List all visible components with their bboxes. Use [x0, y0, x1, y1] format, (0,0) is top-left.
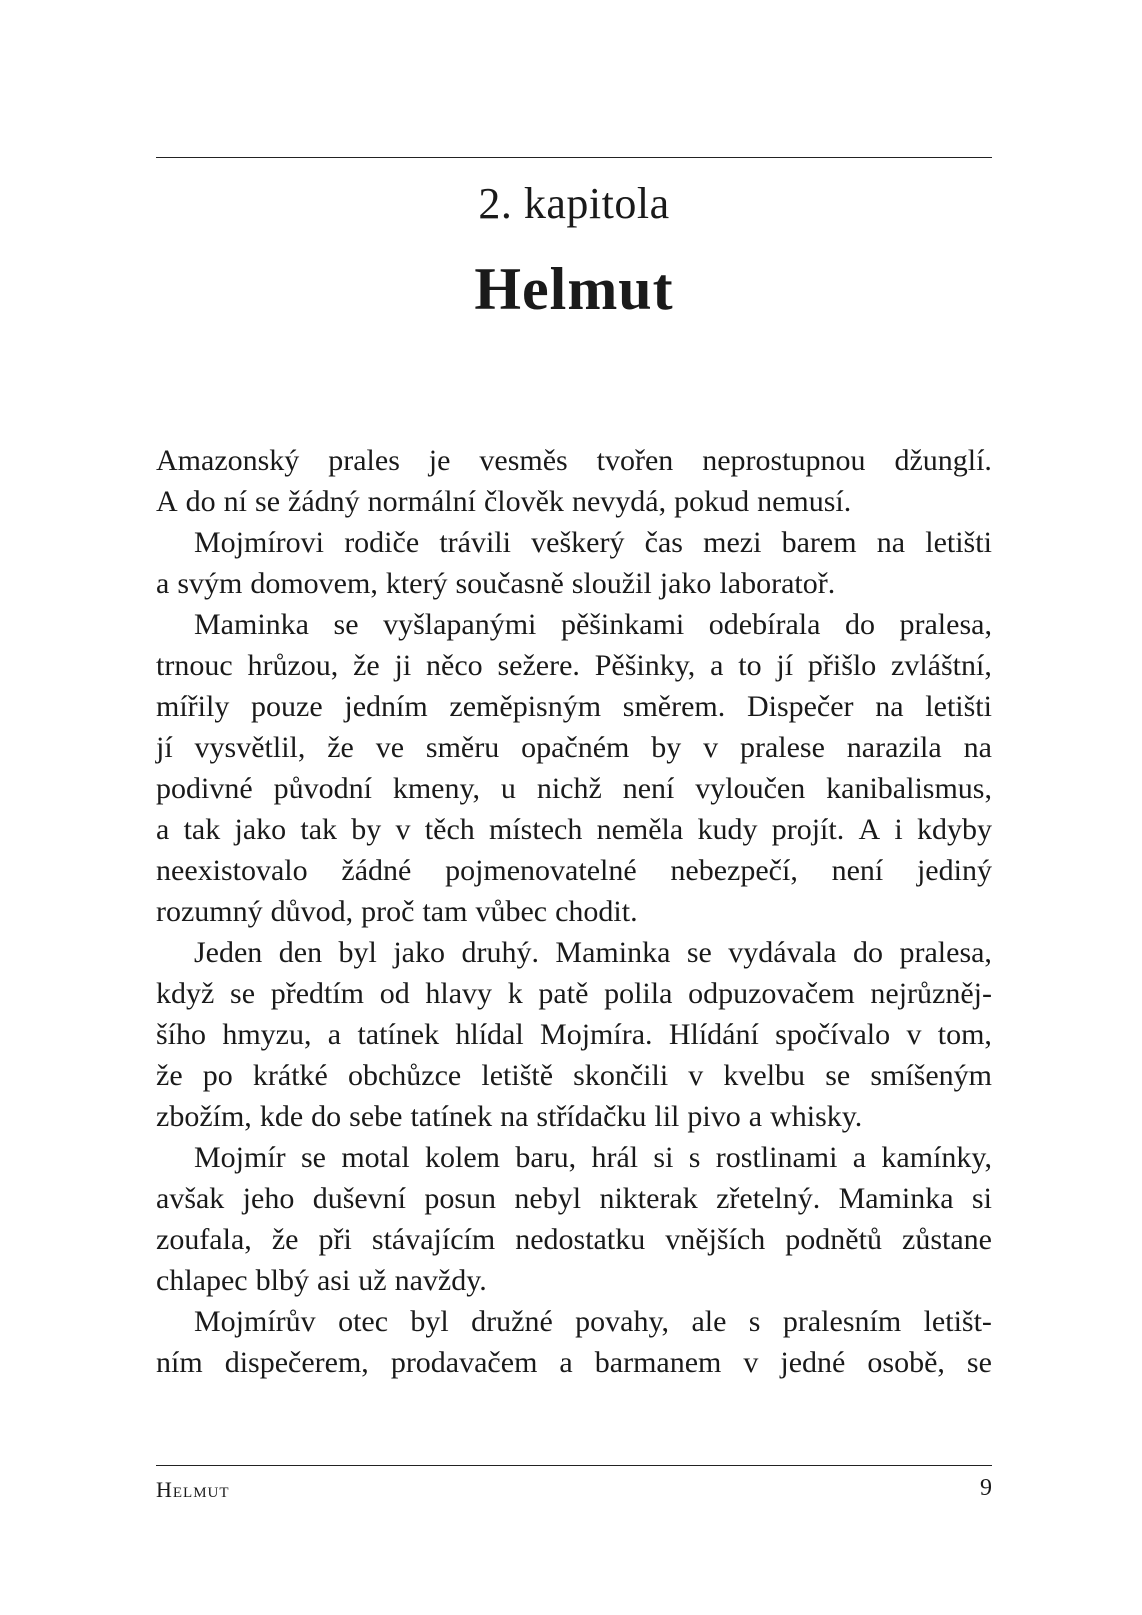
- word: hrůzou,: [247, 649, 339, 682]
- word: Jeden: [194, 936, 263, 969]
- word: už: [358, 1264, 387, 1297]
- word: letišti: [925, 690, 992, 723]
- word: ve: [375, 731, 405, 764]
- word: mířily: [156, 690, 230, 723]
- word: do: [185, 485, 216, 518]
- text-line: [156, 727, 992, 768]
- word: vydávala: [728, 936, 837, 969]
- word: byl: [338, 936, 377, 969]
- word: chlapec: [156, 1264, 248, 1297]
- word: jako: [234, 813, 287, 846]
- word: normální: [367, 485, 476, 518]
- word: kmeny,: [392, 772, 481, 805]
- word: trnouc: [156, 649, 233, 682]
- text-line: [156, 1055, 992, 1096]
- word: šího: [156, 1018, 207, 1051]
- word: Maminka: [555, 936, 671, 969]
- word: čas: [644, 526, 683, 559]
- word: se: [301, 1141, 326, 1174]
- word: chodit.: [555, 895, 638, 928]
- word: jeho: [242, 1182, 295, 1215]
- text-line: [156, 481, 992, 522]
- word: který: [385, 567, 448, 600]
- word: byl: [410, 1305, 449, 1338]
- word: lil: [654, 1100, 680, 1133]
- word: tvořen: [596, 444, 674, 477]
- word: Mojmírovi: [194, 526, 325, 559]
- word: podnětů: [785, 1223, 882, 1256]
- word: vesměs: [479, 444, 568, 477]
- word: Hlídání: [668, 1018, 759, 1051]
- word: kolem: [424, 1141, 500, 1174]
- text-line: [156, 1096, 992, 1137]
- word: si: [971, 1182, 992, 1215]
- word: projít.: [771, 813, 845, 846]
- word: asi: [316, 1264, 351, 1297]
- text-line: [156, 604, 992, 645]
- word: v: [688, 1059, 704, 1092]
- word: džunglí.: [894, 444, 992, 477]
- word: si: [653, 1141, 674, 1174]
- word: místech: [489, 813, 583, 846]
- word: Mojmírův: [194, 1305, 316, 1338]
- word: narazila: [846, 731, 942, 764]
- word: k: [507, 977, 523, 1010]
- word: a: [748, 1100, 763, 1133]
- word: zbožím,: [156, 1100, 252, 1133]
- word: že: [353, 649, 380, 682]
- word: spočívalo: [775, 1018, 891, 1051]
- footer-rule: [156, 1465, 992, 1466]
- word: rodiče: [344, 526, 420, 559]
- word: se: [966, 1346, 992, 1379]
- word: krátké: [252, 1059, 328, 1092]
- word: zoufala,: [156, 1223, 252, 1256]
- word: nemusí.: [757, 485, 852, 518]
- word: že: [271, 1223, 299, 1256]
- text-line: [156, 1301, 992, 1342]
- word: jedním: [344, 690, 428, 723]
- text-line: [156, 850, 992, 891]
- word: mezi: [703, 526, 762, 559]
- word: pralese: [739, 731, 825, 764]
- word: barmanem: [594, 1346, 722, 1379]
- word: nebyl: [514, 1182, 582, 1215]
- word: do: [853, 936, 884, 969]
- word: důvod,: [270, 895, 354, 928]
- word: žádný: [288, 485, 360, 518]
- word: do: [844, 608, 875, 641]
- word: kvelbu: [723, 1059, 806, 1092]
- word: a: [156, 813, 170, 846]
- word: neexistovalo: [156, 854, 308, 887]
- word: nikterak: [599, 1182, 698, 1215]
- word: rozumný: [156, 895, 263, 928]
- word: směrem.: [622, 690, 726, 723]
- word: letišti: [925, 526, 992, 559]
- word: prales: [328, 444, 400, 477]
- word: druhý.: [461, 936, 539, 969]
- word: podivné: [156, 772, 253, 805]
- word: opačném: [521, 731, 630, 764]
- word: ním: [156, 1346, 203, 1379]
- word: Maminka: [838, 1182, 954, 1215]
- word: a: [156, 567, 170, 600]
- word: tak: [300, 813, 338, 846]
- word: kanibalismus,: [826, 772, 992, 805]
- word: skončili: [573, 1059, 669, 1092]
- word: sloužil: [571, 567, 652, 600]
- word: se: [825, 1059, 851, 1092]
- word: Dispečer: [746, 690, 854, 723]
- word: po: [202, 1059, 233, 1092]
- word: i: [894, 813, 903, 846]
- word: žádné: [341, 854, 412, 887]
- word: v: [906, 1018, 922, 1051]
- word: stávajícím: [371, 1223, 496, 1256]
- word: ale: [691, 1305, 727, 1338]
- word: na: [875, 690, 904, 723]
- word: A: [858, 813, 881, 846]
- word: přišlo: [807, 649, 877, 682]
- word: předtím: [270, 977, 365, 1010]
- word: baru,: [515, 1141, 577, 1174]
- text-line: [156, 686, 992, 727]
- word: avšak: [156, 1182, 225, 1215]
- word: zeměpisným: [449, 690, 602, 723]
- word: laboratoř.: [719, 567, 836, 600]
- text-line: [156, 1342, 992, 1383]
- word: směru: [425, 731, 500, 764]
- word: Mojmíra.: [540, 1018, 653, 1051]
- text-line: [156, 768, 992, 809]
- header-rule: [156, 157, 992, 158]
- word: a: [559, 1346, 573, 1379]
- word: se: [333, 608, 359, 641]
- word: hmyzu,: [222, 1018, 312, 1051]
- text-line: [156, 645, 992, 686]
- word: něco: [426, 649, 483, 682]
- word: posun: [424, 1182, 497, 1215]
- word: tatínek: [410, 1100, 493, 1133]
- word: je: [428, 444, 451, 477]
- word: hrál: [591, 1141, 639, 1174]
- word: družné: [471, 1305, 553, 1338]
- word: povahy,: [575, 1305, 670, 1338]
- word: při: [318, 1223, 352, 1256]
- word: smíšeným: [870, 1059, 992, 1092]
- word: hlavy: [425, 977, 493, 1010]
- word: tatínek: [357, 1018, 440, 1051]
- word: navždy.: [394, 1264, 487, 1297]
- word: pralesním: [782, 1305, 902, 1338]
- word: osobě,: [867, 1346, 945, 1379]
- word: když: [156, 977, 215, 1010]
- word: v: [395, 813, 411, 846]
- body-text: [156, 440, 992, 1383]
- word: současně: [455, 567, 564, 600]
- word: jako: [659, 567, 712, 600]
- word: zvláštní,: [891, 649, 992, 682]
- word: pojmenovatelné: [445, 854, 637, 887]
- word: pouze: [251, 690, 323, 723]
- text-line: [156, 891, 992, 932]
- chapter-number: 2. kapitola: [478, 179, 670, 228]
- word: duševní: [312, 1182, 407, 1215]
- word: do: [311, 1100, 342, 1133]
- word: veškerý: [531, 526, 625, 559]
- word: pralesa,: [899, 936, 992, 969]
- word: zřetelný.: [716, 1182, 821, 1215]
- text-line: [156, 440, 992, 481]
- word: pěšinkami: [560, 608, 685, 641]
- text-line: [156, 932, 992, 973]
- word: trávili: [439, 526, 511, 559]
- word: hlídal: [455, 1018, 524, 1051]
- word: by: [351, 813, 382, 846]
- word: blbý: [255, 1264, 309, 1297]
- word: člověk: [483, 485, 564, 518]
- word: nebezpečí,: [670, 854, 798, 887]
- word: na: [876, 526, 906, 559]
- word: letišt-: [923, 1305, 992, 1338]
- word: kde: [259, 1100, 304, 1133]
- word: jako: [393, 936, 445, 969]
- word: nedostatku: [515, 1223, 646, 1256]
- word: sebe: [349, 1100, 403, 1133]
- word: barem: [781, 526, 857, 559]
- word: vyšlapanými: [383, 608, 537, 641]
- text-line: [156, 973, 992, 1014]
- text-line: [156, 1137, 992, 1178]
- word: by: [651, 731, 682, 764]
- word: pralesa,: [899, 608, 992, 641]
- word: tam: [422, 895, 468, 928]
- word: s: [688, 1141, 701, 1174]
- word: a: [327, 1018, 342, 1051]
- word: že: [327, 731, 354, 764]
- word: v: [703, 731, 719, 764]
- text-line: [156, 1260, 992, 1301]
- word: motal: [341, 1141, 410, 1174]
- word: A: [156, 485, 178, 518]
- word: nichž: [536, 772, 602, 805]
- text-line: [156, 1014, 992, 1055]
- running-head: Helmut: [156, 1477, 230, 1502]
- word: že: [156, 1059, 183, 1092]
- word: neprostupnou: [702, 444, 866, 477]
- word: odpuzovačem: [688, 977, 855, 1010]
- word: a: [852, 1141, 867, 1174]
- page-number: 9: [980, 1475, 992, 1501]
- word: se: [686, 936, 712, 969]
- text-line: [156, 1178, 992, 1219]
- word: tom,: [937, 1018, 992, 1051]
- word: těch: [424, 813, 475, 846]
- chapter-title: Helmut: [474, 256, 674, 322]
- word: střídačku: [536, 1100, 647, 1133]
- word: kudy: [697, 813, 758, 846]
- word: jí: [776, 649, 794, 682]
- word: ní: [223, 485, 248, 518]
- word: u: [500, 772, 516, 805]
- word: od: [379, 977, 410, 1010]
- word: pivo: [687, 1100, 741, 1133]
- word: vysvětlil,: [194, 731, 306, 764]
- text-line: [156, 809, 992, 850]
- word: ji: [394, 649, 412, 682]
- word: vnějších: [665, 1223, 766, 1256]
- word: jí: [156, 731, 173, 764]
- word: sežere.: [497, 649, 580, 682]
- text-line: [156, 522, 992, 563]
- word: tak: [183, 813, 221, 846]
- word: domovem,: [250, 567, 378, 600]
- word: obchůzce: [347, 1059, 462, 1092]
- word: kdyby: [916, 813, 992, 846]
- word: den: [278, 936, 323, 969]
- word: Maminka: [194, 608, 309, 641]
- word: vyloučen: [695, 772, 806, 805]
- word: se: [230, 977, 256, 1010]
- word: a: [710, 649, 724, 682]
- word: pokud: [674, 485, 750, 518]
- word: patě: [538, 977, 589, 1010]
- word: otec: [338, 1305, 389, 1338]
- word: se: [255, 485, 281, 518]
- text-line: [156, 563, 992, 604]
- word: jedné: [780, 1346, 846, 1379]
- word: nevydá,: [571, 485, 667, 518]
- word: polila: [604, 977, 673, 1010]
- word: s: [748, 1305, 761, 1338]
- word: není: [622, 772, 675, 805]
- word: Amazonský: [156, 444, 300, 477]
- text-line: [156, 1219, 992, 1260]
- word: rostlinami: [715, 1141, 838, 1174]
- word: původní: [273, 772, 372, 805]
- word: není: [831, 854, 884, 887]
- word: proč: [361, 895, 415, 928]
- word: vůbec: [475, 895, 548, 928]
- word: v: [743, 1346, 759, 1379]
- word: Mojmír: [194, 1141, 286, 1174]
- word: na: [500, 1100, 529, 1133]
- word: neměla: [596, 813, 684, 846]
- word: to: [738, 649, 762, 682]
- word: whisky.: [770, 1100, 863, 1133]
- word: dispečerem,: [224, 1346, 369, 1379]
- word: kamínky,: [881, 1141, 992, 1174]
- word: nejrůzněj-: [870, 977, 992, 1010]
- word: na: [963, 731, 992, 764]
- word: letiště: [481, 1059, 554, 1092]
- word: svým: [177, 567, 243, 600]
- word: jediný: [916, 854, 992, 887]
- word: odebírala: [708, 608, 821, 641]
- word: prodavačem: [390, 1346, 538, 1379]
- word: zůstane: [902, 1223, 992, 1256]
- word: Pěšinky,: [594, 649, 696, 682]
